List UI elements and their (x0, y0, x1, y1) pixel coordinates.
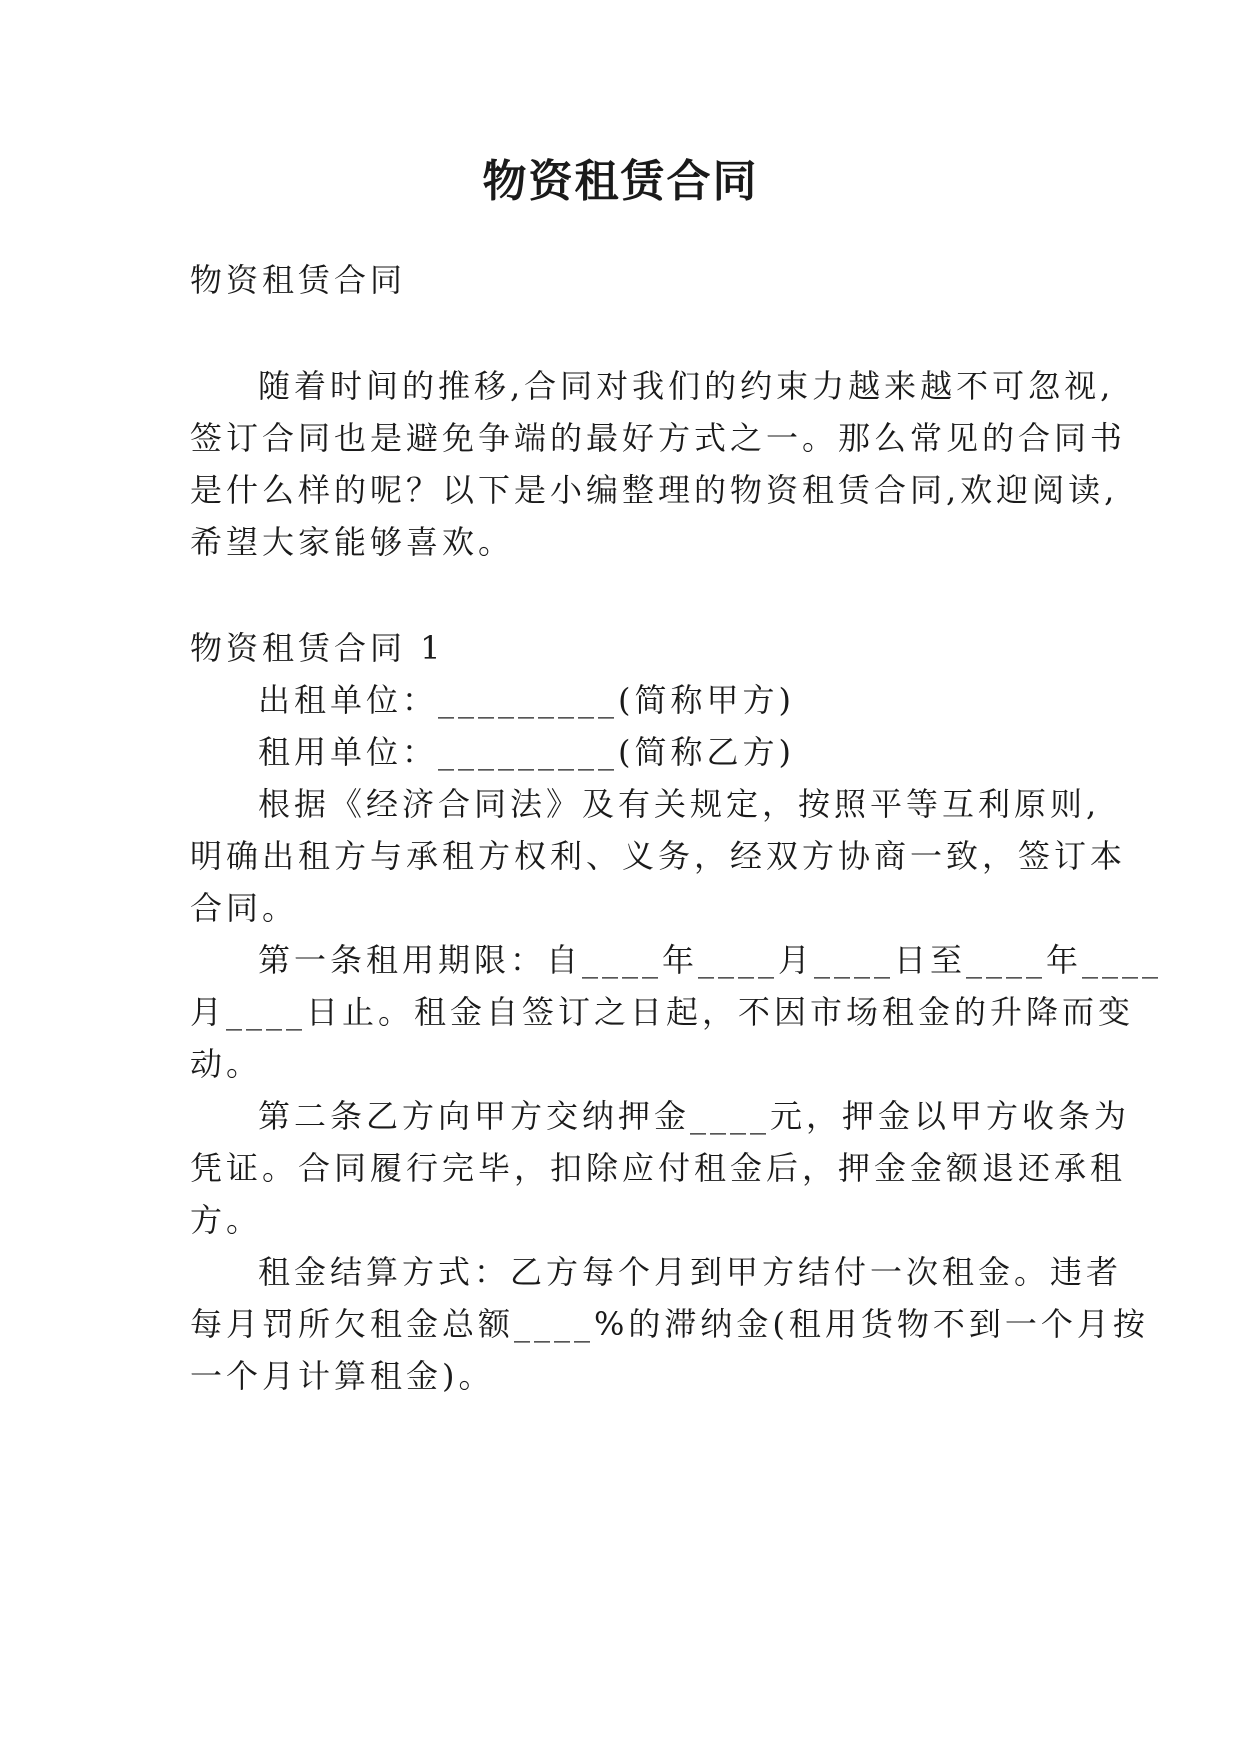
article1-line-3: 动。 (190, 1045, 263, 1083)
document-title: 物资租赁合同 (482, 156, 759, 207)
intro-line-4: 希望大家能够喜欢。 (190, 523, 515, 561)
article1-line-2: 月____日止。租金自签订之日起，不因市场租金的升降而变 (190, 993, 1135, 1031)
article1-line-1: 第一条租用期限：自____年____月____日至____年____ (258, 941, 1163, 979)
basis-line-1: 根据《经济合同法》及有关规定，按照平等互利原则, (258, 785, 1101, 823)
settlement-line-2: 每月罚所欠租金总额____%的滞纳金(租用货物不到一个月按 (190, 1305, 1149, 1343)
article2-line-1: 第二条乙方向甲方交纳押金____元，押金以甲方收条为 (258, 1097, 1131, 1135)
lessor-line: 出租单位：_________(简称甲方) (258, 681, 795, 719)
article2-line-3: 方。 (190, 1201, 263, 1239)
intro-line-2: 签订合同也是避免争端的最好方式之一。那么常见的合同书 (190, 419, 1127, 457)
document-subtitle: 物资租赁合同 (190, 261, 407, 299)
settlement-line-3: 一个月计算租金)。 (190, 1357, 495, 1395)
intro-line-3: 是什么样的呢？以下是小编整理的物资租赁合同,欢迎阅读, (190, 471, 1119, 509)
section-heading: 物资租赁合同 1 (190, 629, 445, 667)
basis-line-3: 合同。 (190, 889, 299, 927)
intro-line-1: 随着时间的推移,合同对我们的约束力越来越不可忽视, (258, 367, 1115, 405)
basis-line-2: 明确出租方与承租方权利、义务，经双方协商一致，签订本 (190, 837, 1127, 875)
article2-line-2: 凭证。合同履行完毕，扣除应付租金后，押金金额退还承租 (190, 1149, 1127, 1187)
settlement-line-1: 租金结算方式：乙方每个月到甲方结付一次租金。违者 (258, 1253, 1123, 1291)
lessee-line: 租用单位：_________(简称乙方) (258, 733, 795, 771)
